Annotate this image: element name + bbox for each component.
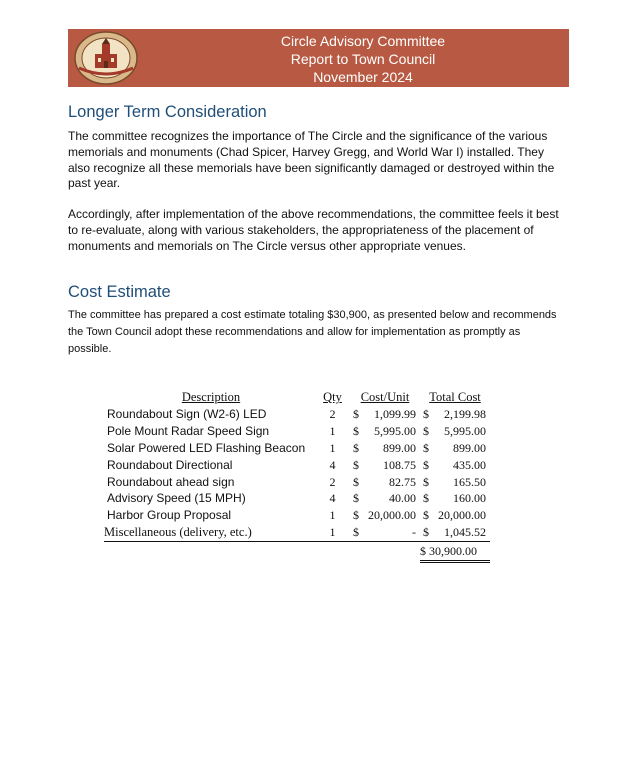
report-subtitle: Report to Town Council (290, 51, 436, 67)
row-qty: 1 (329, 440, 336, 455)
row-total-cost: $ 1,045.52 (420, 524, 490, 541)
row-cost-unit: $ 5,995.00 (353, 423, 416, 438)
row-total-cost: $ 20,000.00 (423, 508, 486, 523)
row-cost-unit: $ 40.00 (353, 491, 416, 506)
table-row (104, 406, 490, 423)
cost-estimate-table (104, 389, 490, 563)
grand-total-value: $ 30,900.00 (420, 542, 490, 562)
table-row (104, 490, 490, 507)
row-qty: 2 (329, 406, 336, 421)
header-description: Description (181, 390, 241, 404)
row-description: Solar Powered LED Flashing Beacon (107, 440, 306, 455)
row-description: Roundabout Directional (107, 457, 233, 472)
header-cost-unit: Cost/Unit (360, 390, 410, 404)
header-qty: Qty (323, 390, 342, 404)
town-seal-logo (71, 30, 141, 86)
header-total-cost: Total Cost (429, 390, 481, 404)
banner-title (218, 32, 508, 86)
paragraph-memorials: The committee recognizes the importance of The Circle and the significance of the various memorials and monuments (Chad Spicer, Harvey Gregg, and World War I) installed. They also recognize all these memorials have been significantly damaged or destroyed within the past year. (68, 129, 555, 191)
report-banner (68, 29, 569, 87)
table-header-row (104, 389, 490, 406)
grand-total-row (104, 542, 490, 562)
row-description: Advisory Speed (15 MPH) (107, 491, 246, 506)
row-total-cost: $ 5,995.00 (423, 423, 486, 438)
row-qty: 4 (329, 457, 336, 472)
row-cost-unit: $ 82.75 (353, 474, 416, 489)
paragraph-cost-estimate: The committee has prepared a cost estimate totaling $30,900, as presented below and recommends the Town Council adopt these recommendations and allow for implementation as promptly as possible. (68, 309, 557, 355)
row-description: Roundabout ahead sign (107, 474, 235, 489)
row-total-cost: $ 435.00 (423, 457, 486, 472)
row-cost-unit: $ - (350, 524, 420, 541)
row-qty: 1 (329, 508, 336, 523)
row-cost-unit: $ 899.00 (353, 440, 416, 455)
table-row (104, 440, 490, 457)
paragraph-re-evaluate: Accordingly, after implementation of the above recommendations, the committee feels it best to re-evaluate, along with various stakeholders, the appropriateness of the placement of monuments and memorials on The Circle versus other appropriate venues. (68, 207, 559, 253)
row-qty: 4 (329, 491, 336, 506)
table-row (104, 507, 490, 524)
section-heading-cost-estimate: Cost Estimate (68, 283, 171, 301)
committee-name: Circle Advisory Committee (280, 33, 446, 49)
table-row (104, 474, 490, 491)
row-qty: 2 (329, 474, 336, 489)
row-cost-unit: $ 108.75 (353, 457, 416, 472)
row-total-cost: $ 899.00 (423, 440, 486, 455)
row-qty: 1 (315, 524, 350, 541)
row-description: Roundabout Sign (W2-6) LED (107, 406, 267, 421)
row-description: Miscellaneous (delivery, etc.) (104, 524, 315, 541)
row-description: Pole Mount Radar Speed Sign (107, 423, 270, 438)
row-qty: 1 (329, 423, 336, 438)
report-date: November 2024 (313, 69, 413, 85)
row-cost-unit: $ 20,000.00 (353, 508, 416, 523)
table-row (104, 423, 490, 440)
row-total-cost: $ 2,199.98 (423, 406, 486, 421)
row-description: Harbor Group Proposal (107, 508, 232, 523)
section-heading-longer-term: Longer Term Consideration (68, 103, 267, 121)
table-row (104, 457, 490, 474)
row-cost-unit: $ 1,099.99 (353, 406, 416, 421)
row-total-cost: $ 160.00 (423, 491, 486, 506)
row-total-cost: $ 165.50 (423, 474, 486, 489)
table-row-misc (104, 524, 490, 541)
